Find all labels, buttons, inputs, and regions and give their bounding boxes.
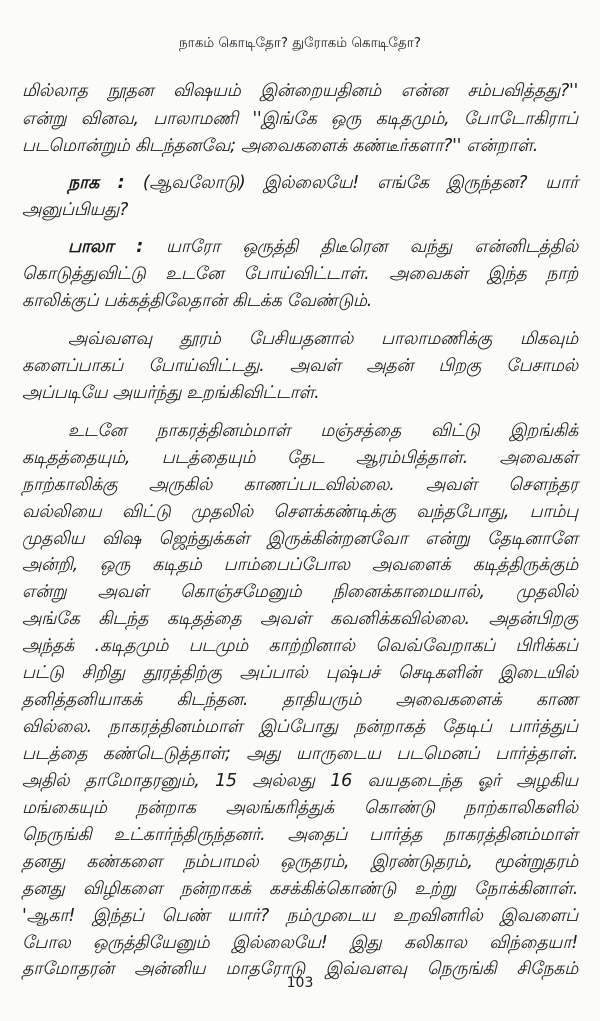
line-text: அவ்வளவு தூரம் பேசியதனால் பாலாமணிக்கு மிகவும்	[68, 329, 578, 349]
text-line	[22, 795, 578, 822]
text-line	[22, 133, 578, 160]
line-text: 'ஆகா! இந்தப் பெண் யார்? நம்முடைய உறவினரில் இவளைப்	[22, 906, 578, 926]
text-line	[68, 234, 578, 261]
text-line	[22, 768, 578, 795]
line-text: களைப்பாகப் போய்விட்டது. அவள் அதன் பிறகு பேசாமல்	[22, 356, 578, 376]
line-text: மில்லாத நூதன விஷயம் இன்றையதினம் என்ன சம்பவித்தது?''	[22, 81, 578, 101]
line-text: என்று அவள் கொஞ்சமேனும் நினைக்காமையால், முதலில்	[22, 582, 578, 602]
line-text: தனது விழிகளை நன்றாகக் கசக்கிக்கொண்டு உற்று நோக்கினாள்.	[22, 879, 578, 899]
text-line	[22, 930, 578, 957]
text-line	[22, 714, 578, 741]
text-line	[22, 579, 578, 606]
text-line	[22, 499, 578, 526]
line-text: போல ஒருத்தியேனும் இல்லையே! இது கலிகால விந்தையா!	[22, 933, 578, 953]
text-line	[22, 526, 578, 553]
line-text: என்று வினவ, பாலாமணி ''இங்கே ஒரு கடிதமும், போடோகிராப்	[22, 109, 578, 129]
line-text: அப்படியே அயர்ந்து உறங்கிவிட்டாள்.	[22, 383, 320, 403]
text-line	[22, 78, 578, 105]
page-number: 103	[286, 975, 314, 991]
line-text: வல்லியை விட்டு முதலில் சௌக்கண்டிக்கு வந்தபோது, பாம்பு	[22, 502, 578, 522]
running-header: நாகம் கொடிதோ? துரோகம் கொடிதோ?	[179, 35, 421, 51]
speaker-label: பாலா :	[68, 237, 166, 257]
line-text: படத்தை கண்டெடுத்தாள்; அது யாருடைய படமெனப் பார்த்தாள்.	[22, 744, 578, 764]
line-text: நாற்காலிக்கு அருகில் காணப்படவில்லை. அவள் சௌந்தர	[22, 475, 578, 495]
text-line	[22, 353, 578, 380]
line-text: தனது கண்களை நம்பாமல் ஒருதரம், இரண்டுதரம், மூன்றுதரம்	[22, 852, 578, 872]
line-text: வில்லை. நாகரத்தினம்மாள் இப்போது நன்றாகத் தேடிப் பார்த்துப்	[22, 717, 578, 737]
text-line	[22, 261, 578, 288]
line-text: நெருங்கி உட்கார்ந்திருந்தனர். அதைப் பார்த்த நாகரத்தினம்மாள்	[22, 825, 578, 845]
line-text: முதலிய விஷ ஜெந்துக்கள் இருக்கின்றனவோ என்று தேடினாளே	[22, 529, 578, 549]
text-line	[22, 822, 578, 849]
text-line	[22, 472, 578, 499]
line-text: தாமோதரன் அன்னிய மாதரோடு இவ்வளவு நெருங்கி சிநேகம்	[22, 959, 578, 979]
text-line	[68, 170, 578, 197]
text-line	[22, 288, 578, 315]
line-text: காலிக்குப் பக்கத்திலேதான் கிடக்க வேண்டும்.	[22, 291, 372, 311]
line-text: (ஆவலோடு) இல்லையே! எங்கே இருந்தன? யார்	[142, 173, 578, 193]
text-line	[22, 380, 578, 407]
line-text: பட்டு சிறிது தூரத்திற்கு அப்பால் புஷ்பச் செடிகளின் இடையில்	[22, 663, 578, 683]
text-line	[22, 445, 578, 472]
line-text: அன்றி, ஒரு கடிதம் பாம்பைப்போல அவளைக் கடித்திருக்கும்	[22, 555, 578, 575]
line-text: அனுப்பியது?	[22, 200, 129, 220]
text-line	[22, 876, 578, 903]
line-text: படமொன்றும் கிடந்தனவே; அவைகளைக் கண்டீர்களா?'' என்றாள்.	[22, 136, 538, 156]
text-line	[68, 418, 578, 445]
line-text: அதில் தாமோதரனும், 15 அல்லது 16 வயதடைந்த ஓர் அழகிய	[22, 771, 578, 791]
text-line	[22, 606, 578, 633]
line-text: அங்கே கிடந்த கடிதத்தை அவள் கவனிக்கவில்லை. அதன்பிறகு	[22, 609, 578, 629]
text-line	[22, 633, 578, 660]
text-line	[22, 849, 578, 876]
text-line	[68, 326, 578, 353]
text-line	[22, 106, 578, 133]
line-text: அந்தக் .கடிதமும் படமும் காற்றினால் வெவ்வேறாகப் பிரிக்கப்	[22, 636, 578, 656]
text-line	[22, 903, 578, 930]
line-text: கடிதத்தையும், படத்தையும் தேட ஆரம்பித்தாள். அவைகள்	[22, 448, 578, 468]
text-line	[22, 197, 578, 224]
text-line	[22, 552, 578, 579]
line-text: மங்கையும் நன்றாக அலங்கரித்துக் கொண்டு நாற்காலிகளில்	[22, 798, 578, 818]
line-text: உடனே நாகரத்தினம்மாள் மஞ்சத்தை விட்டு இறங்கிக்	[68, 421, 578, 441]
line-text: கொடுத்துவிட்டு உடனே போய்விட்டாள். அவைகள் இந்த நாற்	[22, 264, 578, 284]
text-line	[22, 687, 578, 714]
line-text: தனித்தனியாகக் கிடந்தன. தாதியரும் அவைகளைக் காண	[22, 690, 578, 710]
speaker-label: நாக :	[68, 173, 143, 193]
line-text: யாரோ ஒருத்தி திடீரென வந்து என்னிடத்தில்	[165, 237, 578, 257]
text-line	[22, 660, 578, 687]
text-line	[22, 741, 578, 768]
